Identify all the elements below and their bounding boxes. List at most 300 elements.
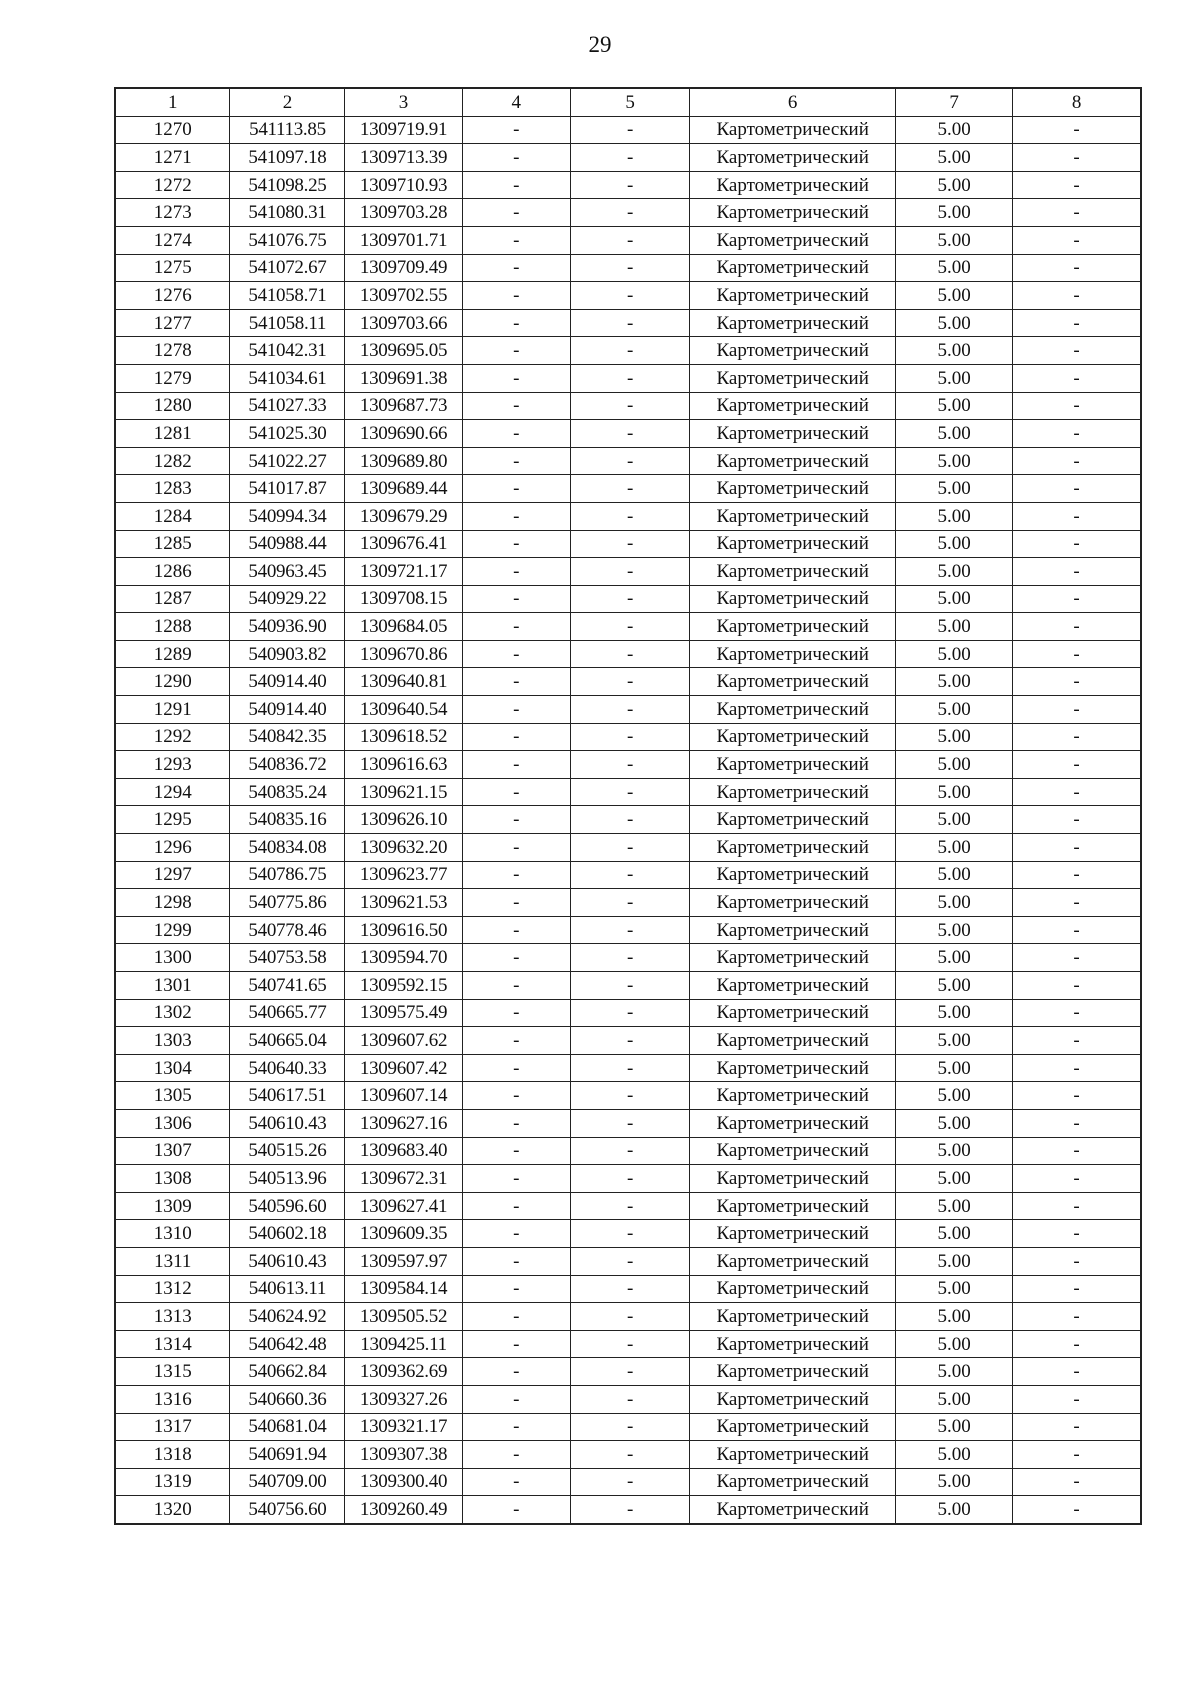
col8-cell: - [1013, 613, 1141, 641]
method-cell: Картометрический [690, 723, 896, 751]
col4-cell: - [462, 116, 570, 144]
col5-cell: - [570, 1082, 689, 1110]
y-coordinate-cell: 1309672.31 [345, 1165, 462, 1193]
col4-cell: - [462, 972, 570, 1000]
table-row [115, 723, 1141, 751]
accuracy-cell: 5.00 [896, 1496, 1013, 1524]
column-header: 3 [345, 88, 462, 116]
point-number-cell: 1282 [115, 447, 230, 475]
col8-cell: - [1013, 171, 1141, 199]
method-cell: Картометрический [690, 806, 896, 834]
x-coordinate-cell: 540775.86 [230, 889, 345, 917]
table-row [115, 1109, 1141, 1137]
col4-cell: - [462, 337, 570, 365]
y-coordinate-cell: 1309695.05 [345, 337, 462, 365]
y-coordinate-cell: 1309627.16 [345, 1109, 462, 1137]
table-row [115, 1220, 1141, 1248]
accuracy-cell: 5.00 [896, 723, 1013, 751]
point-number-cell: 1302 [115, 999, 230, 1027]
col8-cell: - [1013, 420, 1141, 448]
x-coordinate-cell: 540786.75 [230, 861, 345, 889]
x-coordinate-cell: 540613.11 [230, 1275, 345, 1303]
col8-cell: - [1013, 116, 1141, 144]
col5-cell: - [570, 972, 689, 1000]
accuracy-cell: 5.00 [896, 1220, 1013, 1248]
col5-cell: - [570, 337, 689, 365]
table-row [115, 199, 1141, 227]
col4-cell: - [462, 613, 570, 641]
col8-cell: - [1013, 309, 1141, 337]
method-cell: Картометрический [690, 309, 896, 337]
method-cell: Картометрический [690, 530, 896, 558]
col8-cell: - [1013, 447, 1141, 475]
method-cell: Картометрический [690, 226, 896, 254]
col4-cell: - [462, 1027, 570, 1055]
point-number-cell: 1296 [115, 834, 230, 862]
col4-cell: - [462, 1220, 570, 1248]
col8-cell: - [1013, 1054, 1141, 1082]
y-coordinate-cell: 1309721.17 [345, 558, 462, 586]
col5-cell: - [570, 1192, 689, 1220]
x-coordinate-cell: 540691.94 [230, 1441, 345, 1469]
col4-cell: - [462, 1247, 570, 1275]
method-cell: Картометрический [690, 1468, 896, 1496]
table-row [115, 116, 1141, 144]
method-cell: Картометрический [690, 1413, 896, 1441]
column-header: 4 [462, 88, 570, 116]
col5-cell: - [570, 1413, 689, 1441]
y-coordinate-cell: 1309703.66 [345, 309, 462, 337]
method-cell: Картометрический [690, 475, 896, 503]
y-coordinate-cell: 1309616.50 [345, 916, 462, 944]
col4-cell: - [462, 1496, 570, 1524]
y-coordinate-cell: 1309607.42 [345, 1054, 462, 1082]
col4-cell: - [462, 309, 570, 337]
table-row [115, 1385, 1141, 1413]
method-cell: Картометрический [690, 999, 896, 1027]
point-number-cell: 1286 [115, 558, 230, 586]
col5-cell: - [570, 778, 689, 806]
accuracy-cell: 5.00 [896, 1385, 1013, 1413]
table-row [115, 1468, 1141, 1496]
col8-cell: - [1013, 806, 1141, 834]
col4-cell: - [462, 530, 570, 558]
accuracy-cell: 5.00 [896, 1137, 1013, 1165]
table-row [115, 1358, 1141, 1386]
point-number-cell: 1272 [115, 171, 230, 199]
y-coordinate-cell: 1309592.15 [345, 972, 462, 1000]
accuracy-cell: 5.00 [896, 558, 1013, 586]
y-coordinate-cell: 1309584.14 [345, 1275, 462, 1303]
y-coordinate-cell: 1309575.49 [345, 999, 462, 1027]
point-number-cell: 1313 [115, 1303, 230, 1331]
method-cell: Картометрический [690, 916, 896, 944]
col5-cell: - [570, 502, 689, 530]
col4-cell: - [462, 392, 570, 420]
col8-cell: - [1013, 144, 1141, 172]
method-cell: Картометрический [690, 144, 896, 172]
table-row [115, 144, 1141, 172]
x-coordinate-cell: 540642.48 [230, 1330, 345, 1358]
method-cell: Картометрический [690, 751, 896, 779]
point-number-cell: 1311 [115, 1247, 230, 1275]
table-row [115, 1137, 1141, 1165]
y-coordinate-cell: 1309616.63 [345, 751, 462, 779]
col5-cell: - [570, 558, 689, 586]
col8-cell: - [1013, 1468, 1141, 1496]
x-coordinate-cell: 540610.43 [230, 1247, 345, 1275]
method-cell: Картометрический [690, 944, 896, 972]
accuracy-cell: 5.00 [896, 889, 1013, 917]
col4-cell: - [462, 1330, 570, 1358]
y-coordinate-cell: 1309710.93 [345, 171, 462, 199]
col5-cell: - [570, 364, 689, 392]
point-number-cell: 1309 [115, 1192, 230, 1220]
accuracy-cell: 5.00 [896, 806, 1013, 834]
col5-cell: - [570, 1054, 689, 1082]
col4-cell: - [462, 1165, 570, 1193]
col8-cell: - [1013, 1165, 1141, 1193]
col4-cell: - [462, 1192, 570, 1220]
col8-cell: - [1013, 999, 1141, 1027]
col8-cell: - [1013, 778, 1141, 806]
col5-cell: - [570, 144, 689, 172]
method-cell: Картометрический [690, 889, 896, 917]
col4-cell: - [462, 1468, 570, 1496]
table-row [115, 1247, 1141, 1275]
method-cell: Картометрический [690, 392, 896, 420]
x-coordinate-cell: 540709.00 [230, 1468, 345, 1496]
table-row [115, 1330, 1141, 1358]
table-row [115, 778, 1141, 806]
y-coordinate-cell: 1309621.15 [345, 778, 462, 806]
point-number-cell: 1293 [115, 751, 230, 779]
col8-cell: - [1013, 364, 1141, 392]
col8-cell: - [1013, 1385, 1141, 1413]
accuracy-cell: 5.00 [896, 337, 1013, 365]
col5-cell: - [570, 282, 689, 310]
y-coordinate-cell: 1309690.66 [345, 420, 462, 448]
col8-cell: - [1013, 640, 1141, 668]
y-coordinate-cell: 1309597.97 [345, 1247, 462, 1275]
col4-cell: - [462, 1413, 570, 1441]
accuracy-cell: 5.00 [896, 640, 1013, 668]
col4-cell: - [462, 1137, 570, 1165]
point-number-cell: 1270 [115, 116, 230, 144]
x-coordinate-cell: 540834.08 [230, 834, 345, 862]
table-row [115, 1192, 1141, 1220]
col5-cell: - [570, 1165, 689, 1193]
point-number-cell: 1320 [115, 1496, 230, 1524]
x-coordinate-cell: 540753.58 [230, 944, 345, 972]
col4-cell: - [462, 364, 570, 392]
col8-cell: - [1013, 1109, 1141, 1137]
point-number-cell: 1319 [115, 1468, 230, 1496]
accuracy-cell: 5.00 [896, 1109, 1013, 1137]
accuracy-cell: 5.00 [896, 116, 1013, 144]
col5-cell: - [570, 1441, 689, 1469]
y-coordinate-cell: 1309362.69 [345, 1358, 462, 1386]
table-row [115, 585, 1141, 613]
point-number-cell: 1303 [115, 1027, 230, 1055]
point-number-cell: 1273 [115, 199, 230, 227]
table-row [115, 226, 1141, 254]
accuracy-cell: 5.00 [896, 502, 1013, 530]
method-cell: Картометрический [690, 364, 896, 392]
col4-cell: - [462, 640, 570, 668]
col5-cell: - [570, 199, 689, 227]
method-cell: Картометрический [690, 558, 896, 586]
col8-cell: - [1013, 723, 1141, 751]
table-row [115, 972, 1141, 1000]
accuracy-cell: 5.00 [896, 309, 1013, 337]
col8-cell: - [1013, 861, 1141, 889]
x-coordinate-cell: 540665.04 [230, 1027, 345, 1055]
point-number-cell: 1305 [115, 1082, 230, 1110]
col5-cell: - [570, 889, 689, 917]
table-row [115, 1165, 1141, 1193]
col8-cell: - [1013, 254, 1141, 282]
method-cell: Картометрический [690, 1054, 896, 1082]
table-row [115, 1413, 1141, 1441]
col8-cell: - [1013, 696, 1141, 724]
x-coordinate-cell: 541072.67 [230, 254, 345, 282]
method-cell: Картометрический [690, 116, 896, 144]
y-coordinate-cell: 1309640.81 [345, 668, 462, 696]
column-header: 2 [230, 88, 345, 116]
column-header: 5 [570, 88, 689, 116]
col4-cell: - [462, 778, 570, 806]
accuracy-cell: 5.00 [896, 364, 1013, 392]
page-number: 29 [588, 32, 612, 57]
point-number-cell: 1315 [115, 1358, 230, 1386]
accuracy-cell: 5.00 [896, 282, 1013, 310]
col4-cell: - [462, 861, 570, 889]
col4-cell: - [462, 723, 570, 751]
method-cell: Картометрический [690, 1109, 896, 1137]
x-coordinate-cell: 540602.18 [230, 1220, 345, 1248]
col4-cell: - [462, 1082, 570, 1110]
accuracy-cell: 5.00 [896, 1303, 1013, 1331]
table-row [115, 447, 1141, 475]
point-number-cell: 1283 [115, 475, 230, 503]
col5-cell: - [570, 668, 689, 696]
col5-cell: - [570, 723, 689, 751]
accuracy-cell: 5.00 [896, 420, 1013, 448]
method-cell: Картометрический [690, 1247, 896, 1275]
method-cell: Картометрический [690, 1027, 896, 1055]
col5-cell: - [570, 475, 689, 503]
point-number-cell: 1299 [115, 916, 230, 944]
point-number-cell: 1300 [115, 944, 230, 972]
point-number-cell: 1310 [115, 1220, 230, 1248]
col4-cell: - [462, 889, 570, 917]
point-number-cell: 1290 [115, 668, 230, 696]
x-coordinate-cell: 540660.36 [230, 1385, 345, 1413]
col4-cell: - [462, 1385, 570, 1413]
x-coordinate-cell: 540963.45 [230, 558, 345, 586]
method-cell: Картометрический [690, 972, 896, 1000]
x-coordinate-cell: 540778.46 [230, 916, 345, 944]
method-cell: Картометрический [690, 613, 896, 641]
col5-cell: - [570, 226, 689, 254]
point-number-cell: 1287 [115, 585, 230, 613]
col4-cell: - [462, 999, 570, 1027]
table-row [115, 475, 1141, 503]
col5-cell: - [570, 1027, 689, 1055]
y-coordinate-cell: 1309594.70 [345, 944, 462, 972]
col4-cell: - [462, 447, 570, 475]
accuracy-cell: 5.00 [896, 1082, 1013, 1110]
y-coordinate-cell: 1309687.73 [345, 392, 462, 420]
col8-cell: - [1013, 1137, 1141, 1165]
col5-cell: - [570, 447, 689, 475]
col5-cell: - [570, 530, 689, 558]
col4-cell: - [462, 668, 570, 696]
col4-cell: - [462, 1275, 570, 1303]
method-cell: Картометрический [690, 668, 896, 696]
method-cell: Картометрический [690, 1137, 896, 1165]
point-number-cell: 1316 [115, 1385, 230, 1413]
col4-cell: - [462, 199, 570, 227]
x-coordinate-cell: 540994.34 [230, 502, 345, 530]
col8-cell: - [1013, 751, 1141, 779]
table-row [115, 171, 1141, 199]
point-number-cell: 1277 [115, 309, 230, 337]
accuracy-cell: 5.00 [896, 778, 1013, 806]
column-header: 1 [115, 88, 230, 116]
accuracy-cell: 5.00 [896, 585, 1013, 613]
x-coordinate-cell: 540617.51 [230, 1082, 345, 1110]
x-coordinate-cell: 541097.18 [230, 144, 345, 172]
col8-cell: - [1013, 1275, 1141, 1303]
table-row [115, 613, 1141, 641]
x-coordinate-cell: 540513.96 [230, 1165, 345, 1193]
col8-cell: - [1013, 475, 1141, 503]
y-coordinate-cell: 1309683.40 [345, 1137, 462, 1165]
point-number-cell: 1314 [115, 1330, 230, 1358]
y-coordinate-cell: 1309689.44 [345, 475, 462, 503]
table-row [115, 834, 1141, 862]
table-row [115, 1027, 1141, 1055]
point-number-cell: 1297 [115, 861, 230, 889]
x-coordinate-cell: 540903.82 [230, 640, 345, 668]
point-number-cell: 1281 [115, 420, 230, 448]
method-cell: Картометрический [690, 1441, 896, 1469]
col4-cell: - [462, 226, 570, 254]
point-number-cell: 1275 [115, 254, 230, 282]
table-row [115, 364, 1141, 392]
table-row [115, 861, 1141, 889]
col8-cell: - [1013, 1247, 1141, 1275]
x-coordinate-cell: 541058.71 [230, 282, 345, 310]
y-coordinate-cell: 1309623.77 [345, 861, 462, 889]
y-coordinate-cell: 1309607.14 [345, 1082, 462, 1110]
col8-cell: - [1013, 226, 1141, 254]
col8-cell: - [1013, 199, 1141, 227]
method-cell: Картометрический [690, 337, 896, 365]
y-coordinate-cell: 1309703.28 [345, 199, 462, 227]
col8-cell: - [1013, 1303, 1141, 1331]
col5-cell: - [570, 1247, 689, 1275]
accuracy-cell: 5.00 [896, 254, 1013, 282]
col8-cell: - [1013, 502, 1141, 530]
col8-cell: - [1013, 530, 1141, 558]
point-number-cell: 1308 [115, 1165, 230, 1193]
col5-cell: - [570, 1330, 689, 1358]
x-coordinate-cell: 540929.22 [230, 585, 345, 613]
col4-cell: - [462, 558, 570, 586]
table-row [115, 806, 1141, 834]
x-coordinate-cell: 540936.90 [230, 613, 345, 641]
method-cell: Картометрический [690, 1082, 896, 1110]
table-body [115, 116, 1141, 1524]
method-cell: Картометрический [690, 1496, 896, 1524]
y-coordinate-cell: 1309670.86 [345, 640, 462, 668]
y-coordinate-cell: 1309321.17 [345, 1413, 462, 1441]
accuracy-cell: 5.00 [896, 999, 1013, 1027]
col5-cell: - [570, 751, 689, 779]
col5-cell: - [570, 420, 689, 448]
accuracy-cell: 5.00 [896, 1054, 1013, 1082]
col5-cell: - [570, 392, 689, 420]
y-coordinate-cell: 1309300.40 [345, 1468, 462, 1496]
table-row [115, 502, 1141, 530]
col5-cell: - [570, 116, 689, 144]
point-number-cell: 1280 [115, 392, 230, 420]
table-row [115, 696, 1141, 724]
method-cell: Картометрический [690, 447, 896, 475]
point-number-cell: 1279 [115, 364, 230, 392]
col5-cell: - [570, 585, 689, 613]
col5-cell: - [570, 613, 689, 641]
x-coordinate-cell: 541113.85 [230, 116, 345, 144]
col8-cell: - [1013, 337, 1141, 365]
table-row [115, 1082, 1141, 1110]
accuracy-cell: 5.00 [896, 972, 1013, 1000]
col5-cell: - [570, 640, 689, 668]
method-cell: Картометрический [690, 1165, 896, 1193]
x-coordinate-cell: 541022.27 [230, 447, 345, 475]
accuracy-cell: 5.00 [896, 475, 1013, 503]
column-header: 7 [896, 88, 1013, 116]
table-row [115, 944, 1141, 972]
col8-cell: - [1013, 558, 1141, 586]
table-row [115, 254, 1141, 282]
x-coordinate-cell: 540515.26 [230, 1137, 345, 1165]
y-coordinate-cell: 1309640.54 [345, 696, 462, 724]
x-coordinate-cell: 540756.60 [230, 1496, 345, 1524]
point-number-cell: 1274 [115, 226, 230, 254]
method-cell: Картометрический [690, 282, 896, 310]
col4-cell: - [462, 696, 570, 724]
x-coordinate-cell: 540914.40 [230, 696, 345, 724]
y-coordinate-cell: 1309689.80 [345, 447, 462, 475]
col4-cell: - [462, 1441, 570, 1469]
method-cell: Картометрический [690, 640, 896, 668]
x-coordinate-cell: 540662.84 [230, 1358, 345, 1386]
col4-cell: - [462, 585, 570, 613]
col8-cell: - [1013, 972, 1141, 1000]
col4-cell: - [462, 171, 570, 199]
col4-cell: - [462, 1109, 570, 1137]
method-cell: Картометрический [690, 420, 896, 448]
method-cell: Картометрический [690, 254, 896, 282]
col5-cell: - [570, 309, 689, 337]
col8-cell: - [1013, 1220, 1141, 1248]
method-cell: Картометрический [690, 1385, 896, 1413]
col4-cell: - [462, 751, 570, 779]
